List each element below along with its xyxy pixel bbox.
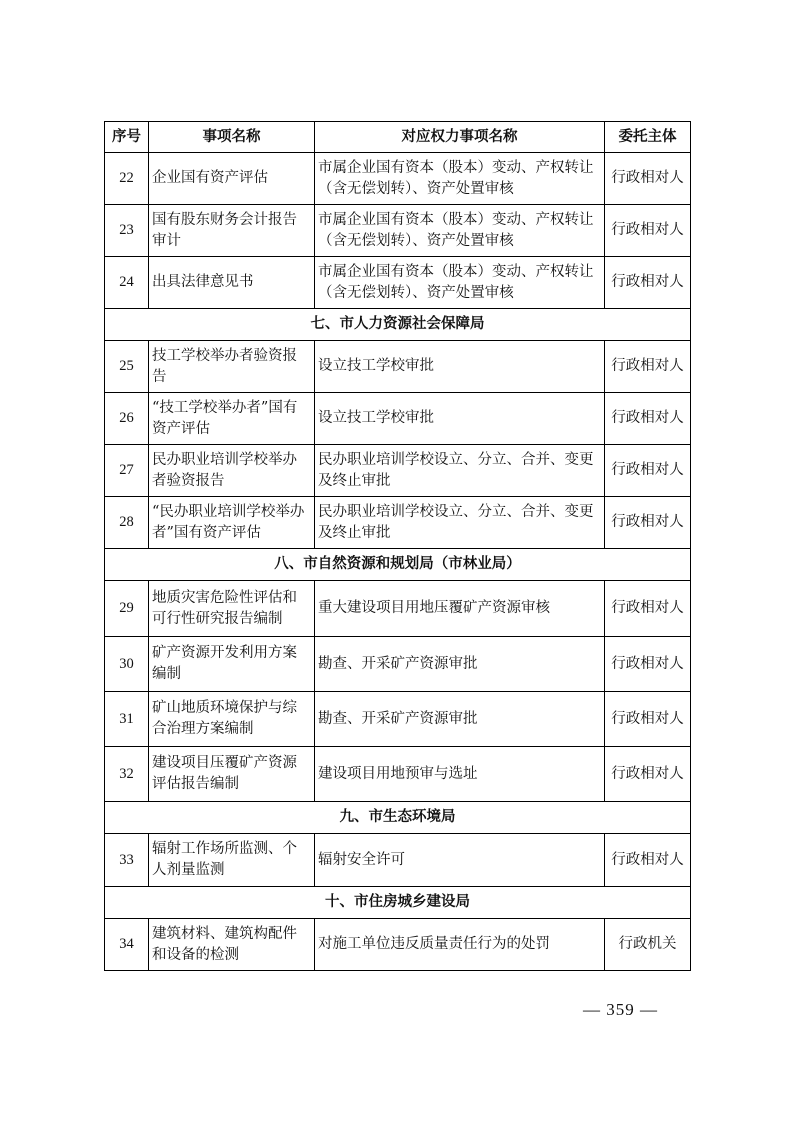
row-item-name: 地质灾害危险性评估和可行性研究报告编制 (149, 581, 315, 637)
row-entrust-subject: 行政相对人 (605, 834, 691, 887)
table-row (105, 393, 691, 445)
table-row (105, 637, 691, 692)
row-power-name: 勘查、开采矿产资源审批 (315, 692, 605, 747)
table-header-row (105, 122, 691, 153)
row-item-name: 辐射工作场所监测、个人剂量监测 (149, 834, 315, 887)
row-entrust-subject: 行政相对人 (605, 341, 691, 393)
row-serial: 31 (105, 692, 149, 747)
row-item-name: 企业国有资产评估 (149, 153, 315, 205)
row-item-name: 矿产资源开发利用方案编制 (149, 637, 315, 692)
section-row (105, 887, 691, 919)
section-row (105, 549, 691, 581)
table-row (105, 581, 691, 637)
row-entrust-subject: 行政相对人 (605, 497, 691, 549)
header-entrust-subject: 委托主体 (605, 122, 691, 153)
row-serial: 29 (105, 581, 149, 637)
row-serial: 33 (105, 834, 149, 887)
row-serial: 28 (105, 497, 149, 549)
row-serial: 34 (105, 919, 149, 971)
header-serial: 序号 (105, 122, 149, 153)
row-entrust-subject: 行政相对人 (605, 257, 691, 309)
table-row (105, 692, 691, 747)
row-power-name: 市属企业国有资本（股本）变动、产权转让（含无偿划转）、资产处置审核 (315, 205, 605, 257)
row-entrust-subject: 行政机关 (605, 919, 691, 971)
row-entrust-subject: 行政相对人 (605, 747, 691, 802)
row-serial: 30 (105, 637, 149, 692)
table-row (105, 153, 691, 205)
row-item-name: 国有股东财务会计报告审计 (149, 205, 315, 257)
row-power-name: 市属企业国有资本（股本）变动、产权转让（含无偿划转）、资产处置审核 (315, 153, 605, 205)
row-power-name: 辐射安全许可 (315, 834, 605, 887)
table-row (105, 497, 691, 549)
table-row (105, 834, 691, 887)
row-item-name: 民办职业培训学校举办者验资报告 (149, 445, 315, 497)
table-row (105, 747, 691, 802)
row-item-name: “技工学校举办者”国有资产评估 (149, 393, 315, 445)
row-entrust-subject: 行政相对人 (605, 692, 691, 747)
row-power-name: 重大建设项目用地压覆矿产资源审核 (315, 581, 605, 637)
row-power-name: 民办职业培训学校设立、分立、合并、变更及终止审批 (315, 497, 605, 549)
row-item-name: 建设项目压覆矿产资源评估报告编制 (149, 747, 315, 802)
row-power-name: 民办职业培训学校设立、分立、合并、变更及终止审批 (315, 445, 605, 497)
row-entrust-subject: 行政相对人 (605, 205, 691, 257)
row-serial: 26 (105, 393, 149, 445)
row-item-name: 矿山地质环境保护与综合治理方案编制 (149, 692, 315, 747)
page-number: — 359 — (583, 1000, 658, 1019)
header-item-name: 事项名称 (149, 122, 315, 153)
table-row (105, 445, 691, 497)
row-power-name: 建设项目用地预审与选址 (315, 747, 605, 802)
section-title: 七、市人力资源社会保障局 (105, 309, 691, 341)
table-row (105, 919, 691, 971)
row-item-name: 出具法律意见书 (149, 257, 315, 309)
section-title: 十、市住房城乡建设局 (105, 887, 691, 919)
header-power-name: 对应权力事项名称 (315, 122, 605, 153)
row-item-name: 技工学校举办者验资报告 (149, 341, 315, 393)
section-row (105, 802, 691, 834)
authority-table (104, 121, 691, 971)
row-power-name: 市属企业国有资本（股本）变动、产权转让（含无偿划转）、资产处置审核 (315, 257, 605, 309)
row-serial: 27 (105, 445, 149, 497)
row-entrust-subject: 行政相对人 (605, 153, 691, 205)
row-entrust-subject: 行政相对人 (605, 637, 691, 692)
row-entrust-subject: 行政相对人 (605, 581, 691, 637)
row-serial: 32 (105, 747, 149, 802)
row-serial: 23 (105, 205, 149, 257)
section-row (105, 309, 691, 341)
table-row (105, 341, 691, 393)
row-serial: 25 (105, 341, 149, 393)
row-entrust-subject: 行政相对人 (605, 445, 691, 497)
row-power-name: 对施工单位违反质量责任行为的处罚 (315, 919, 605, 971)
section-title: 九、市生态环境局 (105, 802, 691, 834)
row-power-name: 勘查、开采矿产资源审批 (315, 637, 605, 692)
row-serial: 24 (105, 257, 149, 309)
row-power-name: 设立技工学校审批 (315, 341, 605, 393)
row-serial: 22 (105, 153, 149, 205)
row-item-name: “民办职业培训学校举办者”国有资产评估 (149, 497, 315, 549)
section-title: 八、市自然资源和规划局（市林业局） (105, 549, 691, 581)
row-power-name: 设立技工学校审批 (315, 393, 605, 445)
row-entrust-subject: 行政相对人 (605, 393, 691, 445)
table-row (105, 205, 691, 257)
table-row (105, 257, 691, 309)
row-item-name: 建筑材料、建筑构配件和设备的检测 (149, 919, 315, 971)
